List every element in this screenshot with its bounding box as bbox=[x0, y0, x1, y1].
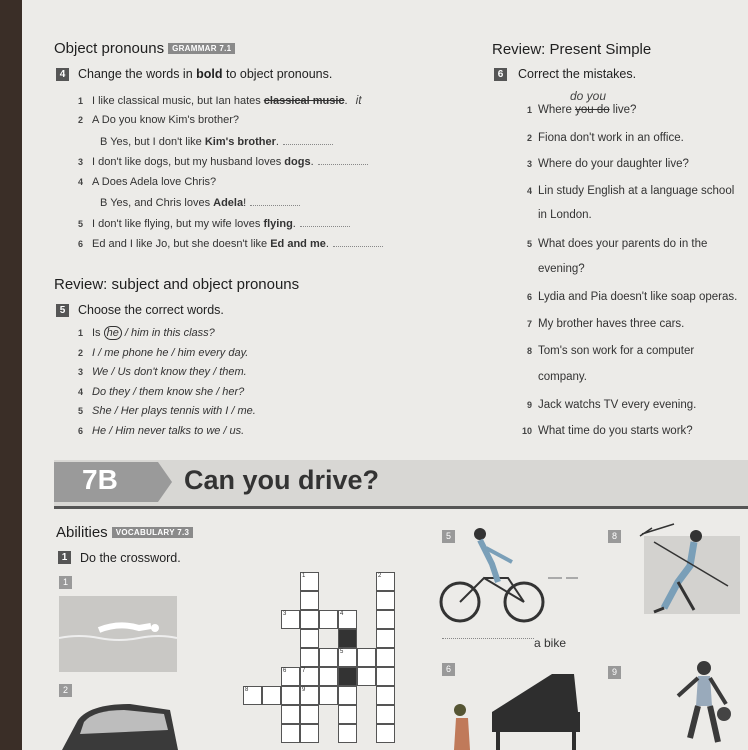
crossword-cell[interactable] bbox=[300, 610, 319, 629]
crossword-cell[interactable] bbox=[281, 705, 300, 724]
item-number: 7 bbox=[526, 319, 532, 329]
item-bold-word: dogs bbox=[284, 156, 311, 168]
section-title-present-simple: Review: Present Simple bbox=[492, 41, 652, 58]
item-number: 3 bbox=[78, 367, 84, 377]
instr-bold: bold bbox=[196, 67, 223, 81]
crossword-cell[interactable] bbox=[262, 686, 281, 705]
section-title-abilities bbox=[56, 524, 193, 541]
item-text: Where bbox=[538, 104, 576, 116]
exercise-5-item bbox=[78, 386, 244, 398]
picture-number-8: 8 bbox=[608, 530, 621, 543]
car-illustration bbox=[60, 700, 180, 750]
picture-number-6: 6 bbox=[442, 663, 455, 676]
picture-number-5: 5 bbox=[442, 530, 455, 543]
instr-part: to object pronouns. bbox=[222, 67, 333, 81]
item-number: 1 bbox=[526, 105, 532, 115]
bike-label: a bike bbox=[534, 636, 567, 650]
item-number: 5 bbox=[526, 239, 532, 249]
exercise-number-1: 1 bbox=[58, 551, 71, 564]
bike-answer-blank bbox=[442, 638, 534, 639]
crossword-cell[interactable] bbox=[300, 724, 319, 743]
item-text: Where do your daughter live? bbox=[538, 158, 689, 170]
item-number: 1 bbox=[78, 96, 84, 106]
handwritten-answer: it bbox=[355, 93, 362, 107]
item-text: He / Him never talks to we / us. bbox=[92, 424, 245, 437]
crossword-cell[interactable] bbox=[376, 610, 395, 629]
vocabulary-tag: VOCABULARY 7.3 bbox=[112, 527, 194, 538]
item-number: 4 bbox=[78, 386, 84, 397]
exercise-4-item bbox=[78, 237, 383, 250]
unit-code: 7B bbox=[82, 464, 118, 495]
item-text: I don't like dogs, but my husband loves bbox=[92, 156, 285, 168]
item-text: A Do you know Kim's brother? bbox=[92, 114, 240, 126]
item-text: I like classical music, but Ian hates bbox=[92, 95, 264, 107]
crossword-cell[interactable] bbox=[376, 667, 395, 686]
exercise-6-item bbox=[508, 345, 694, 357]
item-punct: . bbox=[310, 156, 314, 168]
crossword-clue-number: 8 bbox=[245, 687, 249, 693]
circled-choice: he bbox=[104, 326, 122, 340]
crossword-cell[interactable] bbox=[376, 724, 395, 743]
item-number: 6 bbox=[526, 292, 532, 302]
item-text: Tom's son work for a computer bbox=[538, 345, 695, 357]
exercise-5-item bbox=[78, 347, 248, 359]
item-number: 2 bbox=[78, 347, 84, 358]
item-number: 4 bbox=[78, 177, 84, 187]
exercise-4-item bbox=[78, 93, 362, 107]
crossword-cell[interactable] bbox=[300, 648, 319, 667]
answer-blank[interactable] bbox=[250, 196, 300, 206]
item-number: 8 bbox=[526, 346, 532, 356]
exercise-6-item bbox=[508, 185, 734, 197]
item-text: We / Us don't know they / them. bbox=[92, 366, 247, 378]
item-text: Is bbox=[92, 327, 104, 339]
item-text: / him in this class? bbox=[121, 327, 215, 339]
struck-words: you do bbox=[575, 104, 610, 116]
item-number: 6 bbox=[78, 425, 84, 436]
basketball-player-illustration bbox=[668, 660, 740, 750]
item-text: What time do you starts work? bbox=[538, 425, 693, 437]
exercise-number-6: 6 bbox=[494, 68, 507, 81]
exercise-5-item bbox=[78, 405, 256, 417]
exercise-6-item bbox=[508, 158, 689, 170]
crossword-clue-number: 4 bbox=[340, 611, 344, 617]
item-number: 5 bbox=[78, 406, 84, 416]
item-number: 9 bbox=[526, 400, 532, 410]
picture-number-1: 1 bbox=[59, 576, 72, 589]
exercise-6-item bbox=[508, 209, 592, 221]
exercise-6-item bbox=[508, 238, 707, 250]
item-punct: . bbox=[275, 136, 279, 148]
crossword-clue-number: 6 bbox=[283, 668, 287, 674]
exercise-5-item bbox=[78, 366, 247, 378]
exercise-4-item bbox=[78, 155, 368, 168]
exercise-6-item bbox=[508, 104, 636, 116]
exercise-number-4: 4 bbox=[56, 68, 69, 81]
grammar-tag: GRAMMAR 7.1 bbox=[168, 43, 235, 54]
item-text: Fiona don't work in an office. bbox=[538, 132, 684, 144]
exercise-6-item bbox=[508, 399, 696, 411]
exercise-4-instruction bbox=[78, 67, 332, 81]
handwritten-correction: do you bbox=[570, 89, 607, 103]
crossword-cell[interactable] bbox=[338, 629, 357, 648]
instr-part: Change the words in bbox=[78, 67, 197, 81]
item-text: My brother haves three cars. bbox=[538, 318, 685, 330]
skier-illustration bbox=[634, 522, 742, 616]
item-text: I / me phone he / him every day. bbox=[92, 346, 249, 359]
item-text: Ed and I like Jo, but she doesn't like bbox=[92, 238, 271, 250]
item-number: 6 bbox=[78, 239, 84, 249]
answer-blank[interactable] bbox=[318, 155, 368, 165]
item-text: She / Her plays tennis with I / me. bbox=[92, 405, 256, 417]
item-bold-word: Adela bbox=[213, 197, 244, 209]
exercise-6-item bbox=[508, 291, 737, 303]
crossword-cell[interactable] bbox=[376, 629, 395, 648]
crossword-clue-number: 1 bbox=[302, 573, 306, 579]
crossword-cell[interactable] bbox=[338, 686, 357, 705]
section-title-review-pronouns: Review: subject and object pronouns bbox=[54, 276, 300, 293]
crossword-cell[interactable] bbox=[357, 648, 376, 667]
item-number: 4 bbox=[526, 186, 532, 196]
item-number: 5 bbox=[78, 219, 84, 229]
item-text: company. bbox=[538, 371, 588, 383]
exercise-number-5: 5 bbox=[56, 304, 69, 317]
exercise-4-item bbox=[78, 217, 350, 230]
crossword-cell[interactable] bbox=[357, 667, 376, 686]
piano-illustration bbox=[442, 672, 582, 750]
item-text: live? bbox=[609, 104, 637, 116]
workbook-page bbox=[22, 0, 748, 750]
cyclist-illustration bbox=[438, 526, 588, 634]
item-text: A Does Adela love Chris? bbox=[92, 176, 217, 188]
abilities-title-text: Abilities bbox=[56, 524, 108, 541]
item-number: 2 bbox=[78, 115, 84, 125]
crossword-clue-number: 2 bbox=[378, 573, 382, 579]
exercise-6-item bbox=[508, 263, 585, 275]
unit-band-rule bbox=[54, 506, 748, 509]
item-text: evening? bbox=[538, 263, 585, 275]
item-bold-word: classical music bbox=[263, 95, 345, 107]
swimmer-illustration bbox=[59, 596, 177, 672]
item-punct: . bbox=[344, 95, 348, 107]
crossword-cell[interactable] bbox=[281, 686, 300, 705]
item-number: 2 bbox=[526, 133, 532, 143]
crossword-cell[interactable] bbox=[376, 705, 395, 724]
item-bold-word: Ed and me bbox=[270, 238, 326, 250]
item-number: 1 bbox=[78, 328, 84, 338]
crossword-instruction: Do the crossword. bbox=[80, 551, 181, 565]
answer-blank[interactable] bbox=[300, 217, 350, 227]
exercise-4-item bbox=[78, 135, 333, 148]
item-text: Lin study English at a language school bbox=[538, 185, 735, 197]
item-text: B Yes, and Chris loves bbox=[100, 197, 214, 209]
item-text: Lydia and Pia doesn't like soap operas. bbox=[538, 291, 738, 303]
crossword-cell[interactable] bbox=[338, 705, 357, 724]
exercise-5-item bbox=[78, 327, 215, 339]
item-text: I don't like flying, but my wife loves bbox=[92, 218, 264, 230]
exercise-5-instruction: Choose the correct words. bbox=[78, 303, 224, 317]
item-number: 3 bbox=[78, 157, 84, 167]
picture-number-2: 2 bbox=[59, 684, 72, 697]
crossword-cell[interactable] bbox=[319, 667, 338, 686]
item-text: Do they / them know she / her? bbox=[92, 385, 245, 398]
picture-number-9: 9 bbox=[608, 666, 621, 679]
answer-blank[interactable] bbox=[333, 237, 383, 247]
crossword-cell[interactable] bbox=[376, 591, 395, 610]
crossword-cell[interactable] bbox=[319, 686, 338, 705]
crossword-cell[interactable] bbox=[319, 610, 338, 629]
crossword-cell[interactable] bbox=[319, 648, 338, 667]
crossword-cell[interactable] bbox=[338, 667, 357, 686]
item-number: 10 bbox=[521, 426, 532, 436]
exercise-6-item bbox=[508, 132, 684, 144]
item-bold-word: Kim's brother bbox=[204, 136, 276, 148]
crossword-cell[interactable] bbox=[376, 648, 395, 667]
crossword-cell[interactable] bbox=[300, 591, 319, 610]
crossword-cell[interactable] bbox=[281, 724, 300, 743]
answer-blank[interactable] bbox=[283, 135, 333, 145]
item-bold-word: flying bbox=[263, 218, 293, 230]
exercise-4-item bbox=[78, 114, 239, 126]
item-text: B Yes, but I don't like bbox=[100, 136, 205, 148]
crossword-clue-number: 5 bbox=[340, 649, 344, 655]
crossword-clue-number: 9 bbox=[302, 687, 306, 693]
exercise-5-item bbox=[78, 425, 244, 437]
crossword-clue-number: 3 bbox=[283, 611, 287, 617]
crossword-cell[interactable] bbox=[376, 686, 395, 705]
item-punct: . bbox=[325, 238, 329, 250]
exercise-6-item bbox=[508, 425, 693, 437]
exercise-6-item bbox=[508, 371, 587, 383]
section-title-object-pronouns bbox=[54, 40, 235, 57]
item-number: 3 bbox=[526, 159, 532, 169]
exercise-6-instruction: Correct the mistakes. bbox=[518, 67, 637, 81]
unit-title: Can you drive? bbox=[184, 465, 380, 495]
section-title-text: Object pronouns bbox=[54, 40, 165, 57]
item-punct: ! bbox=[243, 197, 247, 209]
crossword-cell[interactable] bbox=[300, 705, 319, 724]
item-text: Jack watchs TV every evening. bbox=[538, 399, 697, 411]
crossword-clue-number: 7 bbox=[302, 668, 306, 674]
exercise-4-item bbox=[78, 176, 216, 188]
item-punct: . bbox=[292, 218, 296, 230]
exercise-4-item bbox=[78, 196, 300, 209]
item-text: in London. bbox=[538, 209, 592, 221]
exercise-6-item bbox=[508, 318, 684, 330]
item-text: What does your parents do in the bbox=[538, 238, 708, 250]
crossword-cell[interactable] bbox=[338, 724, 357, 743]
crossword-cell[interactable] bbox=[300, 629, 319, 648]
